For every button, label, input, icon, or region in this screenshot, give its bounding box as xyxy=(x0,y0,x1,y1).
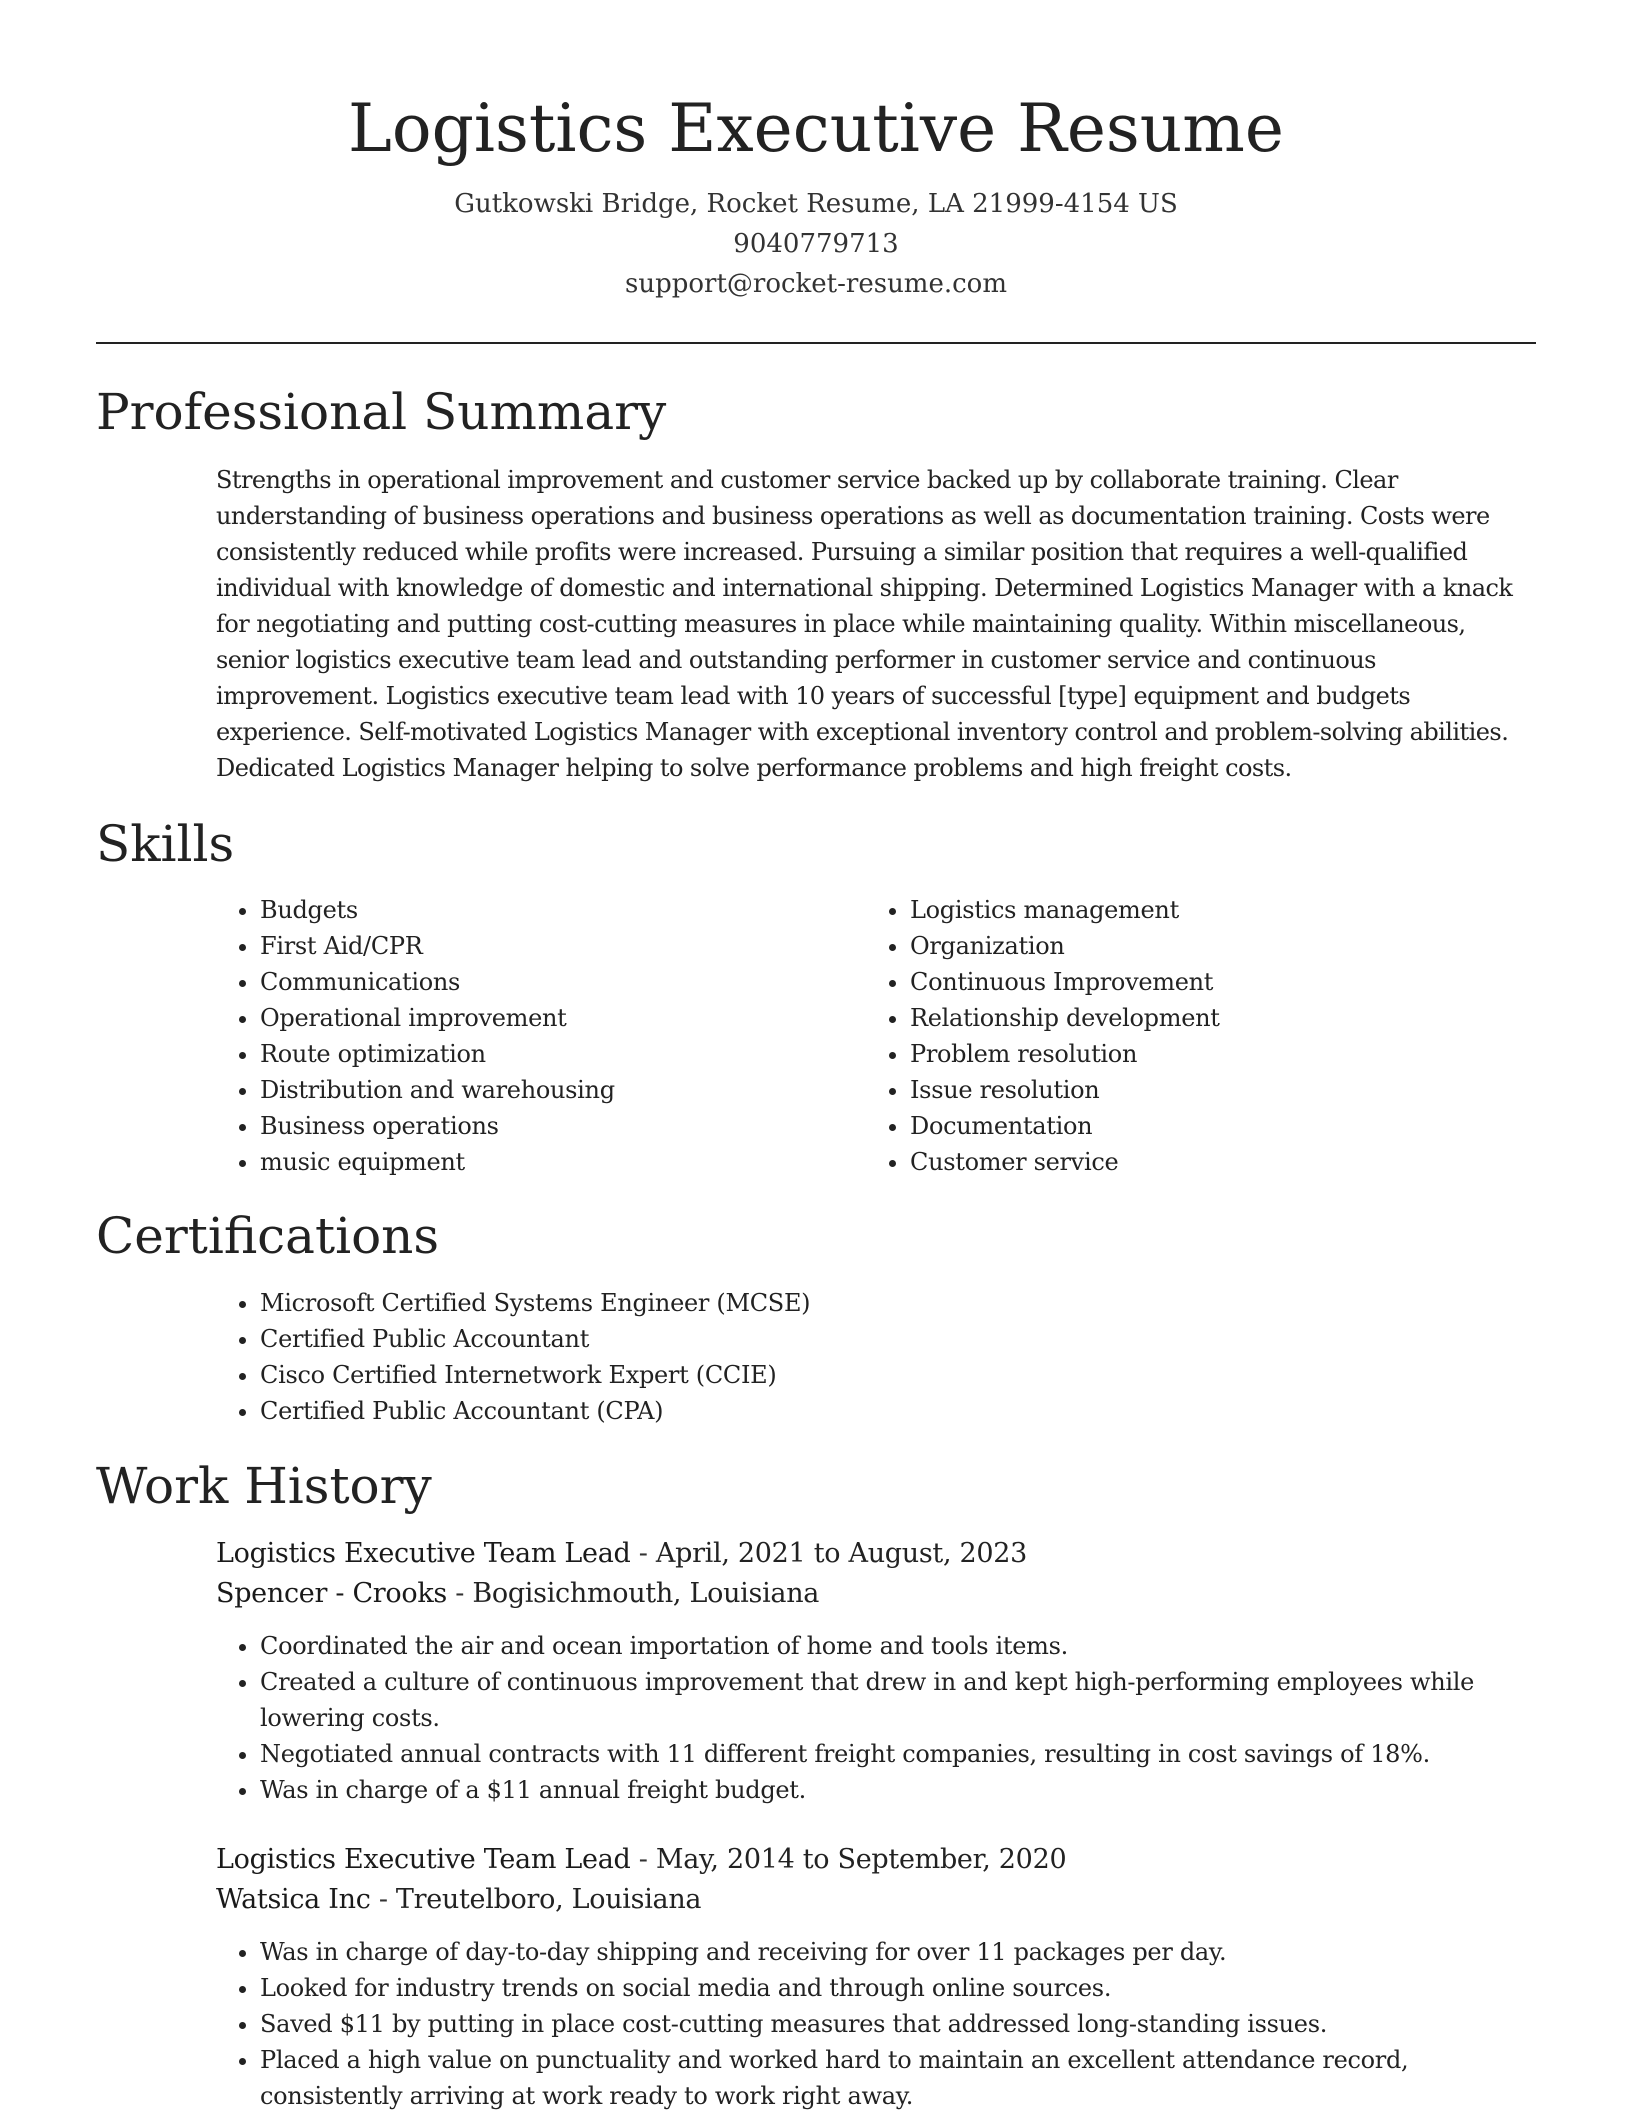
job-entry xyxy=(216,1534,1536,1808)
list-item: • Documentation xyxy=(910,1108,1506,1144)
phone-text: 9040779713 xyxy=(733,229,899,259)
list-item: • Was in charge of a $11 annual freight budget. xyxy=(260,1772,1536,1808)
list-item: • Cisco Certified Internetwork Expert (CCIE) xyxy=(260,1357,1536,1393)
job-company-line xyxy=(216,1574,1536,1614)
skills-list-left xyxy=(216,892,856,1180)
job-title: Logistics Executive Team Lead xyxy=(216,1538,631,1569)
list-item: • Operational improvement xyxy=(260,1000,856,1036)
summary-heading: Professional Summary xyxy=(96,383,667,441)
job-bullets xyxy=(216,1934,1536,2114)
list-item: • Budgets xyxy=(260,892,856,928)
job-title: Logistics Executive Team Lead xyxy=(216,1844,631,1875)
job-dates: May, 2014 to September, 2020 xyxy=(655,1844,1067,1875)
list-item: • Issue resolution xyxy=(910,1072,1506,1108)
list-item: • Relationship development xyxy=(910,1000,1506,1036)
page-title: Logistics Executive Resume xyxy=(348,90,1284,167)
list-item: • Saved $11 by putting in place cost-cutting measures that addressed long-standing issues. xyxy=(260,2006,1536,2042)
separator: - xyxy=(446,1578,473,1609)
list-item: • Route optimization xyxy=(260,1036,856,1072)
certifications-block xyxy=(216,1285,1536,1429)
list-item: • Organization xyxy=(910,928,1506,964)
work-history-heading: Work History xyxy=(96,1457,432,1515)
job-title-line xyxy=(216,1840,1536,1880)
list-item: • Customer service xyxy=(910,1144,1506,1180)
header-divider xyxy=(96,342,1536,344)
separator: - xyxy=(630,1844,656,1875)
list-item: • Problem resolution xyxy=(910,1036,1506,1072)
job-location: Bogisichmouth, Louisiana xyxy=(472,1578,820,1609)
address-text: Gutkowski Bridge, Rocket Resume, LA 21999-4154 US xyxy=(454,189,1178,219)
separator: - xyxy=(630,1538,656,1569)
job-location: Treutelboro, Louisiana xyxy=(395,1884,702,1915)
summary-text: Strengths in operational improvement and customer service backed up by collaborate training. Clear understanding of business operations and business operations as well as documentation training. Costs were consistently reduced while profits were increased. Pursuing a similar position that requires a well-qualified individual with knowledge of domestic and international shipping. Determined Logistics Manager with a knack for negotiating and putting cost-cutting measures in place while maintaining quality. Within miscellaneous, senior logistics executive team lead and outstanding performer in customer service and continuous improvement. Logistics executive team lead with 10 years of successful [type] equipment and budgets experience. Self-motivated Logistics Manager with exceptional inventory control and problem-solving abilities. Dedicated Logistics Manager helping to solve performance problems and high freight costs. xyxy=(216,466,1513,782)
job-title-line xyxy=(216,1534,1536,1574)
list-item: • music equipment xyxy=(260,1144,856,1180)
skills-list-right xyxy=(866,892,1506,1180)
list-item: • Looked for industry trends on social media and through online sources. xyxy=(260,1970,1536,2006)
list-item: • Coordinated the air and ocean importation of home and tools items. xyxy=(260,1628,1536,1664)
job-dates: April, 2021 to August, 2023 xyxy=(655,1538,1028,1569)
certifications-list xyxy=(216,1285,1536,1429)
list-item: • Certified Public Accountant xyxy=(260,1321,1536,1357)
list-item: • Business operations xyxy=(260,1108,856,1144)
list-item: • Communications xyxy=(260,964,856,1000)
job-company: Spencer - Crooks xyxy=(216,1578,447,1609)
skills-heading: Skills xyxy=(96,815,235,873)
list-item: • Microsoft Certified Systems Engineer (MCSE) xyxy=(260,1285,1536,1321)
resume-header xyxy=(0,0,1632,304)
job-entry xyxy=(216,1840,1536,2114)
skills-column-left xyxy=(216,892,856,1180)
certifications-heading: Certifications xyxy=(96,1207,440,1265)
job-company: Watsica Inc xyxy=(216,1884,371,1915)
list-item: • Certified Public Accountant (CPA) xyxy=(260,1393,1536,1429)
list-item: • Continuous Improvement xyxy=(910,964,1506,1000)
job-company-line xyxy=(216,1880,1536,1920)
job-bullets xyxy=(216,1628,1536,1808)
list-item: • Placed a high value on punctuality and worked hard to maintain an excellent attendance record, consistently arriving at work ready to work right away. xyxy=(260,2042,1536,2114)
list-item: • Logistics management xyxy=(910,892,1506,928)
skills-column-right xyxy=(866,892,1506,1180)
list-item: • Negotiated annual contracts with 11 different freight companies, resulting in cost savings of 18%. xyxy=(260,1736,1536,1772)
separator: - xyxy=(370,1884,396,1915)
list-item: • Created a culture of continuous improvement that drew in and kept high-performing employees while lowering costs. xyxy=(260,1664,1536,1736)
list-item: • Was in charge of day-to-day shipping and receiving for over 11 packages per day. xyxy=(260,1934,1536,1970)
list-item: • First Aid/CPR xyxy=(260,928,856,964)
list-item: • Distribution and warehousing xyxy=(260,1072,856,1108)
contact-info xyxy=(0,184,1632,304)
email-text: support@rocket-resume.com xyxy=(624,269,1007,299)
